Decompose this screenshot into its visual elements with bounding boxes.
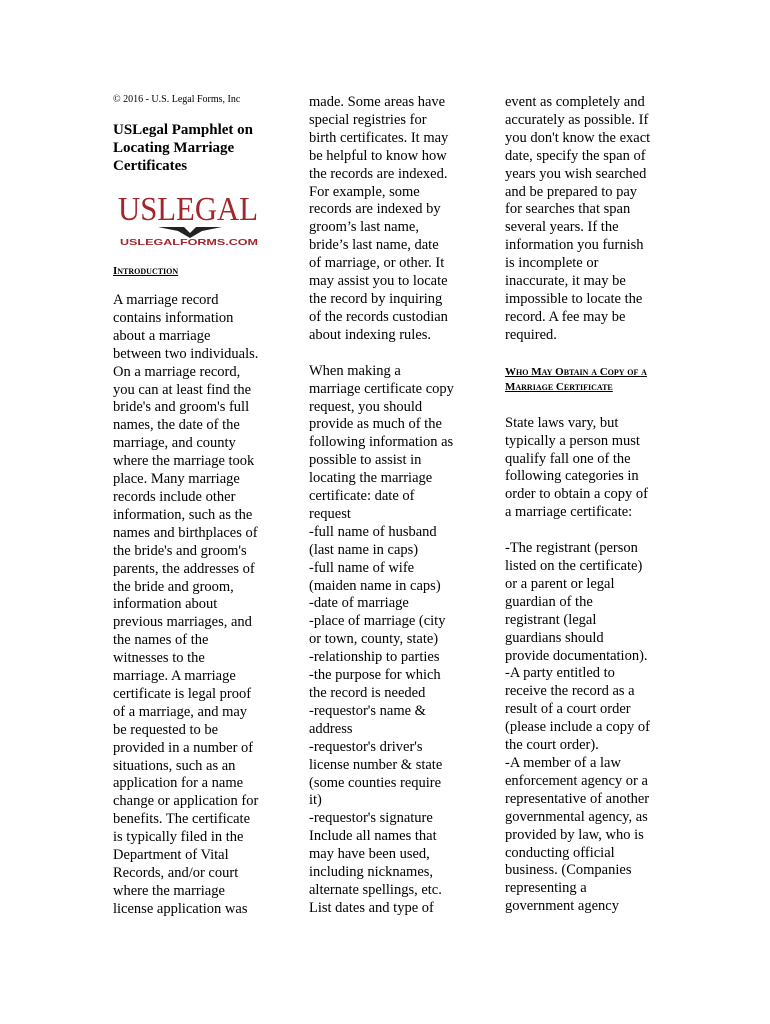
column-2 xyxy=(309,94,469,918)
search-span-paragraph: event as completely and accurately as possible. If you don't know the exact date, specify the span of years you wish searched and be prepared to pay for searches that span several years. If the information you furnish is incomplete or inaccurate, it may be impossible to locate the record. A fee may be required. xyxy=(505,94,651,343)
logo-graphic xyxy=(118,190,263,250)
column-1 xyxy=(113,292,273,919)
indexing-paragraph: made. Some areas have special registries for birth certificates. It may be helpful to know how the records are indexed. For example, some records are indexed by groom’s last name, bride’s last name, date of marriage, or other. It may assist you to locate the record by inquiring of the records custodian about indexing rules. xyxy=(309,94,449,343)
logo-url: USLEGALFORMS.COM xyxy=(120,237,258,247)
state-laws-paragraph: State laws vary, but typically a person must qualify fall one of the following categories in order to obtain a copy of a marriage certificate: xyxy=(505,414,648,521)
intro-paragraph: A marriage record contains information about a marriage between two individuals. On a marriage record, you can at least find the bride's and groom's full names, the date of the marriage, and county where the marriage took place. Many marriage records include other information, such as the names and birthplaces of the bride's and groom's parents, the addresses of the bride and groom, information about previous marriages, and the names of the witnesses to the marriage. A marriage certificate is legal proof of a marriage, and may be requested to be provided in a number of situations, such as an application for a name change or application for benefits. The certificate is typically filed in the Department of Vital Records, and/or court where the marriage license application was xyxy=(113,292,259,917)
introduction-heading: Introduction xyxy=(113,265,179,277)
uslegal-logo xyxy=(118,190,263,250)
document-title: USLegal Pamphlet on Locating Marriage Certificates xyxy=(113,122,254,174)
request-info-paragraph: When making a marriage certificate copy request, you should provide as much of the following information as possible to assist in locating the marriage certificate: date of request -full name of husband (last name in caps) -full name of wife (maiden name in caps) -date of marriage -place of marriage (city or town, county, state) -relationship to parties -the purpose for which the record is needed -requestor's name & address -requestor's driver's license number & state (some counties require it) -requestor's signature Include all names that may have been used, including nicknames, alternate spellings, etc. List dates and type of xyxy=(309,362,454,916)
logo-wordmark: USLEGAL xyxy=(118,191,258,228)
copyright-notice: © 2016 - U.S. Legal Forms, Inc xyxy=(113,94,241,105)
categories-paragraph: -The registrant (person listed on the certificate) or a parent or legal guardian of the registrant (legal guardians should provide documentation). -A party entitled to receive the record as a result of a court order (please include a copy of the court order). -A member of a law enforcement agency or a representative of another governmental agency, as provided by law, who is conducting official business. (Companies representing a government agency xyxy=(505,540,650,915)
column-3 xyxy=(505,94,665,916)
who-may-obtain-heading: Who May Obtain a Copy of a Marriage Certificate xyxy=(505,365,647,393)
